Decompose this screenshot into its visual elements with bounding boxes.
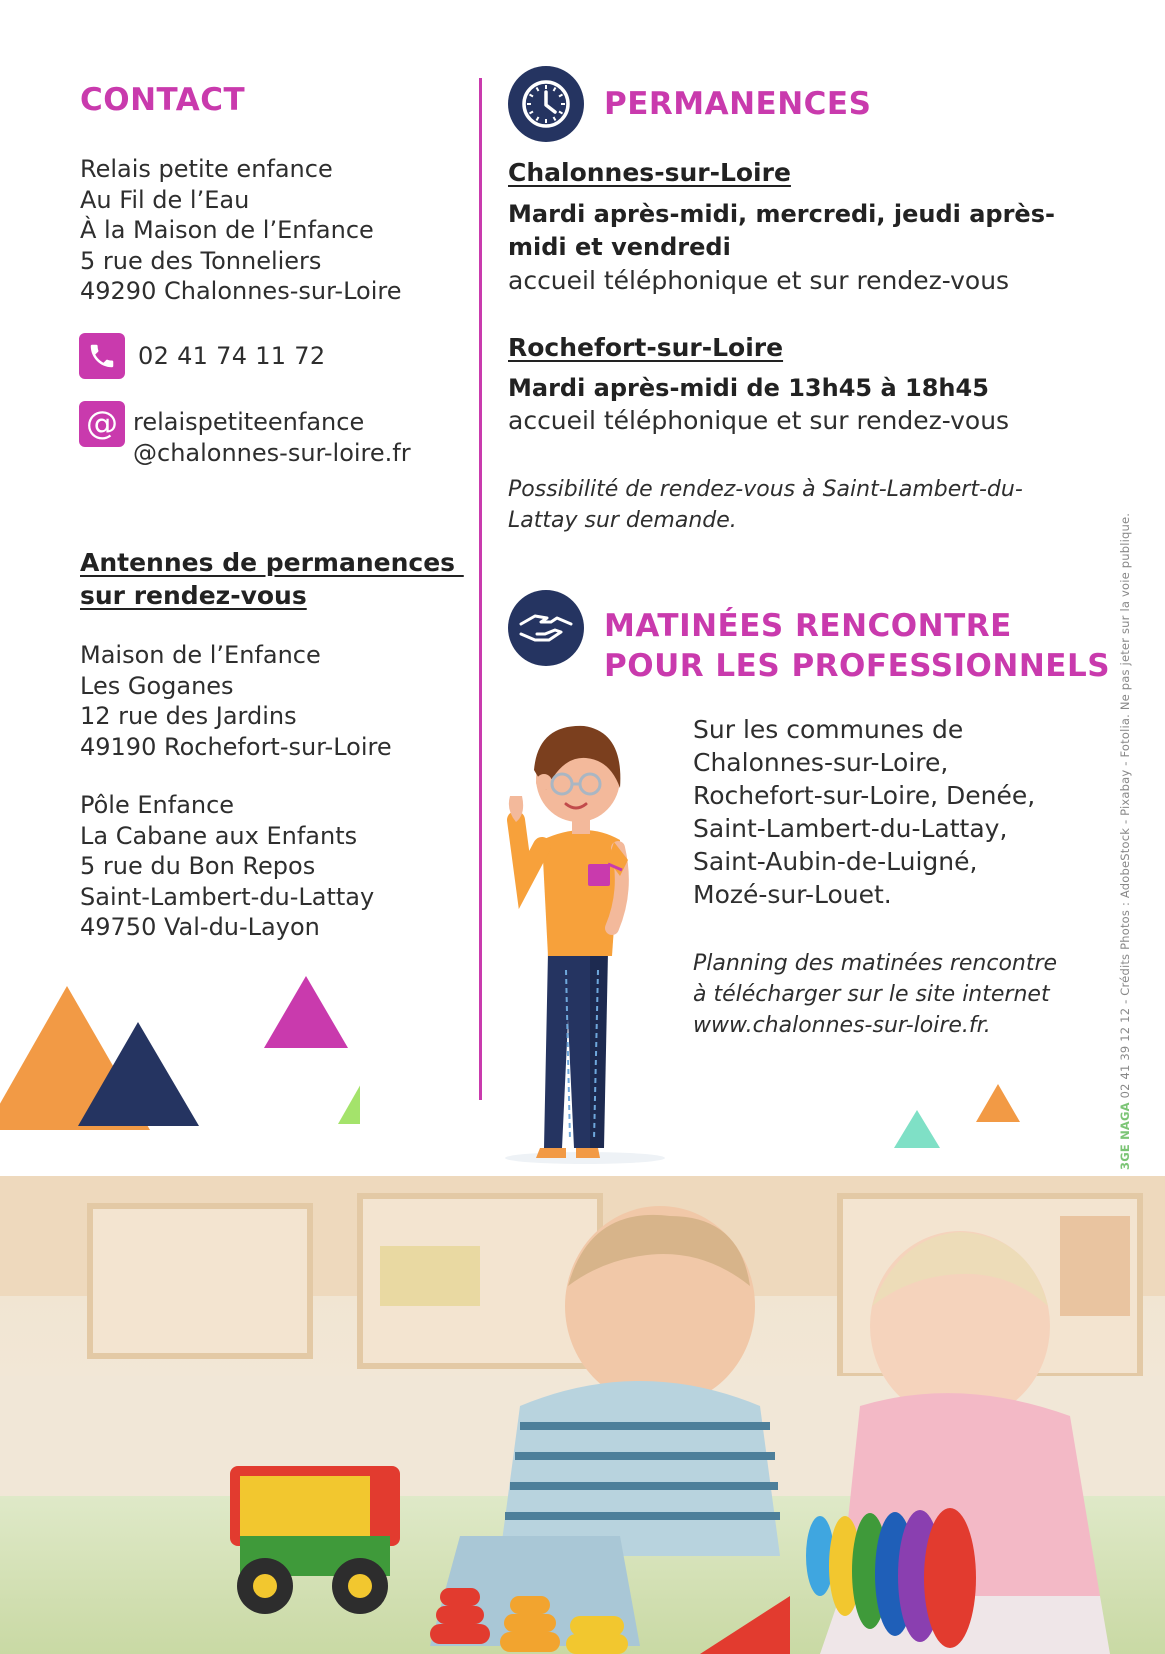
commune-line: Sur les communes de <box>693 715 964 744</box>
decorative-triangles-right <box>890 1080 1030 1150</box>
email-address[interactable] <box>133 407 411 468</box>
address-line: 5 rue des Tonneliers <box>80 246 322 275</box>
column-divider <box>479 78 482 1100</box>
place2-note: accueil téléphonique et sur rendez-vous <box>508 406 1010 435</box>
place1-schedule <box>508 198 1055 264</box>
commune-line: Saint-Lambert-du-Lattay, <box>693 814 1008 843</box>
commune-line: Saint-Aubin-de-Luigné, <box>693 847 978 876</box>
matinees-title <box>604 606 1110 686</box>
address-line: 49290 Chalonnes-sur-Loire <box>80 277 402 305</box>
antenne-site-1 <box>80 640 392 762</box>
commune-line: Mozé-sur-Louet. <box>693 880 892 909</box>
credits-logo: 3GE NAGA <box>1118 1102 1132 1170</box>
antennes-title-line: sur rendez-vous <box>80 581 307 610</box>
permanences-title: PERMANENCES <box>604 86 872 122</box>
site-line: Saint-Lambert-du-Lattay <box>80 882 375 911</box>
lime-triangle <box>338 1082 360 1124</box>
decorative-triangles <box>0 970 360 1140</box>
antennes-title-line: Antennes de permanences <box>80 548 464 577</box>
place2-schedule: Mardi après-midi de 13h45 à 18h45 <box>508 374 989 402</box>
phone-number[interactable]: 02 41 74 11 72 <box>138 342 326 370</box>
antenne-site-2 <box>80 790 374 943</box>
credits-vertical <box>1118 513 1132 1170</box>
planning-line: à télécharger sur le site internet <box>693 982 1050 1007</box>
possibility-note <box>508 474 1023 536</box>
schedule-line: midi et vendredi <box>508 233 731 261</box>
site-line: Maison de l’Enfance <box>80 641 321 669</box>
site-line: 49190 Rochefort-sur-Loire <box>80 732 392 761</box>
clock-icon <box>508 66 584 142</box>
mint-triangle <box>894 1110 940 1148</box>
address-line: Au Fil de l’Eau <box>80 185 250 214</box>
address-line: À la Maison de l’Enfance <box>80 216 374 244</box>
antennes-title <box>80 546 464 612</box>
site-line: La Cabane aux Enfants <box>80 821 358 850</box>
place1-note: accueil téléphonique et sur rendez-vous <box>508 266 1010 295</box>
contact-address <box>80 154 401 307</box>
email-line: relaispetiteenfance <box>133 408 365 436</box>
phone-icon <box>79 333 125 379</box>
site-line: Pôle Enfance <box>80 791 235 819</box>
planning-line[interactable]: www.chalonnes-sur-loire.fr. <box>693 1013 991 1038</box>
professional-woman-illustration <box>490 700 680 1170</box>
planning-note <box>693 948 1057 1041</box>
place1-name: Chalonnes-sur-Loire <box>508 158 791 187</box>
magenta-triangle <box>264 976 348 1048</box>
possibility-line: Lattay sur demande. <box>508 508 737 533</box>
matinees-title-line: POUR LES PROFESSIONNELS <box>604 648 1111 684</box>
children-playing-photo <box>0 1176 1165 1654</box>
commune-line: Chalonnes-sur-Loire, <box>693 748 949 777</box>
matinees-title-line: MATINÉES RENCONTRE <box>604 608 1012 644</box>
schedule-line: Mardi après-midi, mercredi, jeudi après- <box>508 200 1055 228</box>
site-line: 12 rue des Jardins <box>80 702 297 730</box>
site-line: 49750 Val-du-Layon <box>80 913 320 941</box>
site-line: Les Goganes <box>80 671 234 700</box>
communes-list <box>693 713 1035 911</box>
possibility-line: Possibilité de rendez-vous à Saint-Lambert-du- <box>508 477 1023 502</box>
handshake-icon <box>508 590 584 666</box>
email-line: @chalonnes-sur-loire.fr <box>133 438 411 467</box>
commune-line: Rochefort-sur-Loire, Denée, <box>693 781 1036 810</box>
site-line: 5 rue du Bon Repos <box>80 852 316 880</box>
orange-triangle-small <box>976 1084 1020 1122</box>
address-line: Relais petite enfance <box>80 155 333 183</box>
at-sign-icon: @ <box>79 401 125 447</box>
credits-text: 02 41 39 12 12 - Crédits Photos : AdobeStock - Pixabay - Fotolia. Ne pas jeter sur la voie publique. <box>1118 512 1132 1099</box>
planning-line: Planning des matinées rencontre <box>693 951 1058 976</box>
place2-name: Rochefort-sur-Loire <box>508 333 784 362</box>
contact-title: CONTACT <box>80 82 246 118</box>
